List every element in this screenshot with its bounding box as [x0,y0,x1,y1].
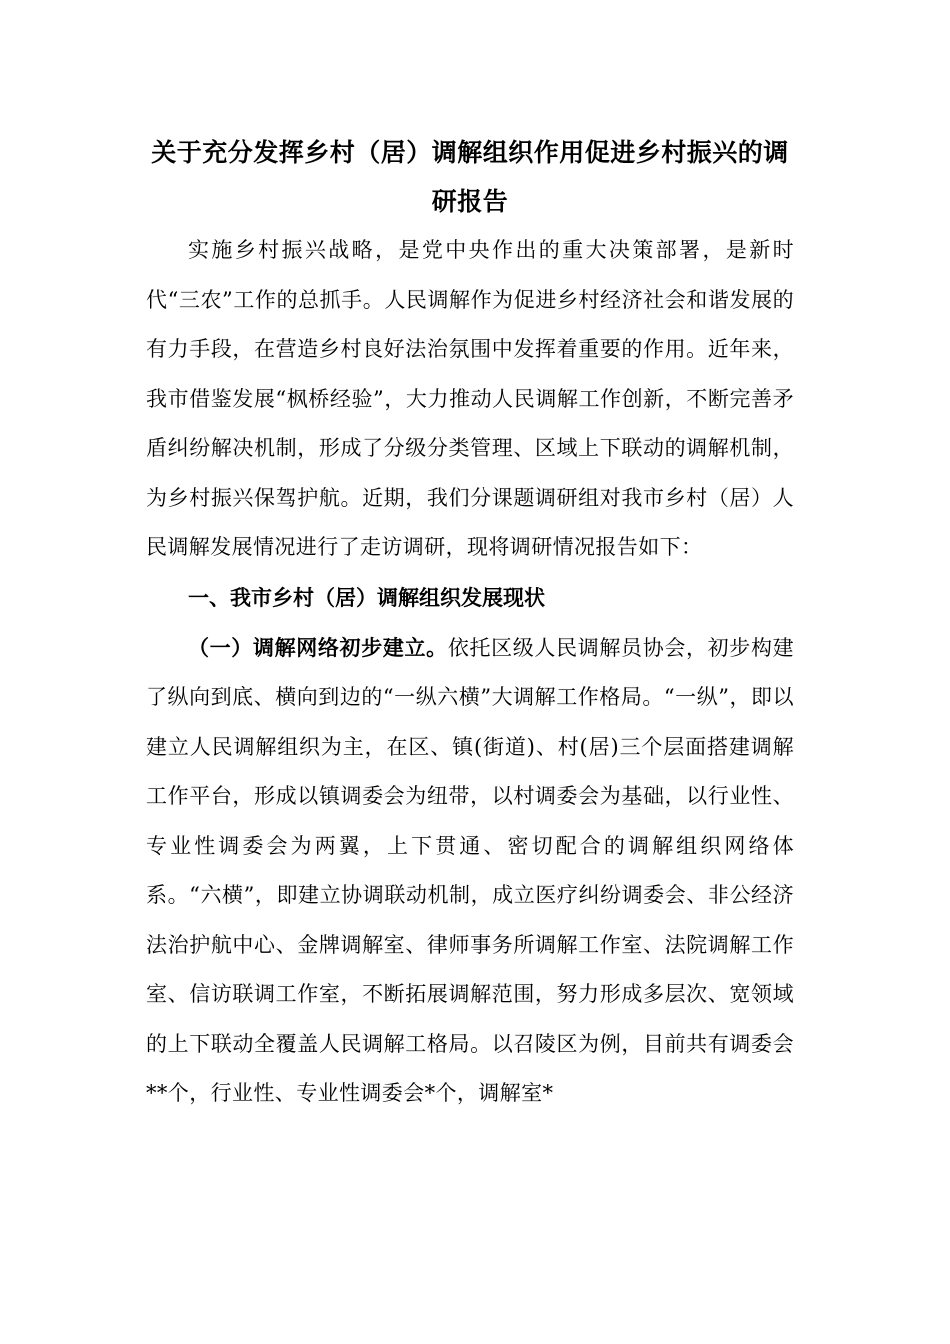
subsection-lead: （一）调解网络初步建立。 [188,635,448,660]
subsection-body: 依托区级人民调解员协会，初步构建了纵向到底、横向到边的“一纵六横”大调解工作格局。“一纵”，即以建立人民调解组织为主，在区、镇(街道)、村(居)三个层面搭建调解工作平台，形成以镇调委会为纽带，以村调委会为基础，以行业性、专业性调委会为两翼，上下贯通、密切配合的调解组织网络体系。“六横”，即建立协调联动机制，成立医疗纠纷调委会、非公经济法治护航中心、金牌调解室、律师事务所调解工作室、法院调解工作室、信访联调工作室，不断拓展调解范围，努力形成多层次、宽领域的上下联动全覆盖人民调解工格局。以召陵区为例，目前共有调委会**个，行业性、专业性调委会*个，调解室* [146,635,794,1105]
intro-paragraph: 实施乡村振兴战略，是党中央作出的重大决策部署，是新时代“三农”工作的总抓手。人民调解作为促进乡村经济社会和谐发展的有力手段，在营造乡村良好法治氛围中发挥着重要的作用。近年来，我市借鉴发展“枫桥经验”，大力推动人民调解工作创新，不断完善矛盾纠纷解决机制，形成了分级分类管理、区域上下联动的调解机制，为乡村振兴保驾护航。近期，我们分课题调研组对我市乡村（居）人民调解发展情况进行了走访调研，现将调研情况报告如下： [146,238,794,559]
subsection-paragraph [146,624,794,1119]
document-title: 关于充分发挥乡村（居）调解组织作用促进乡村振兴的调研报告 [151,138,789,216]
section-heading: 一、我市乡村（居）调解组织发展现状 [188,585,545,610]
document-body [146,128,794,1119]
